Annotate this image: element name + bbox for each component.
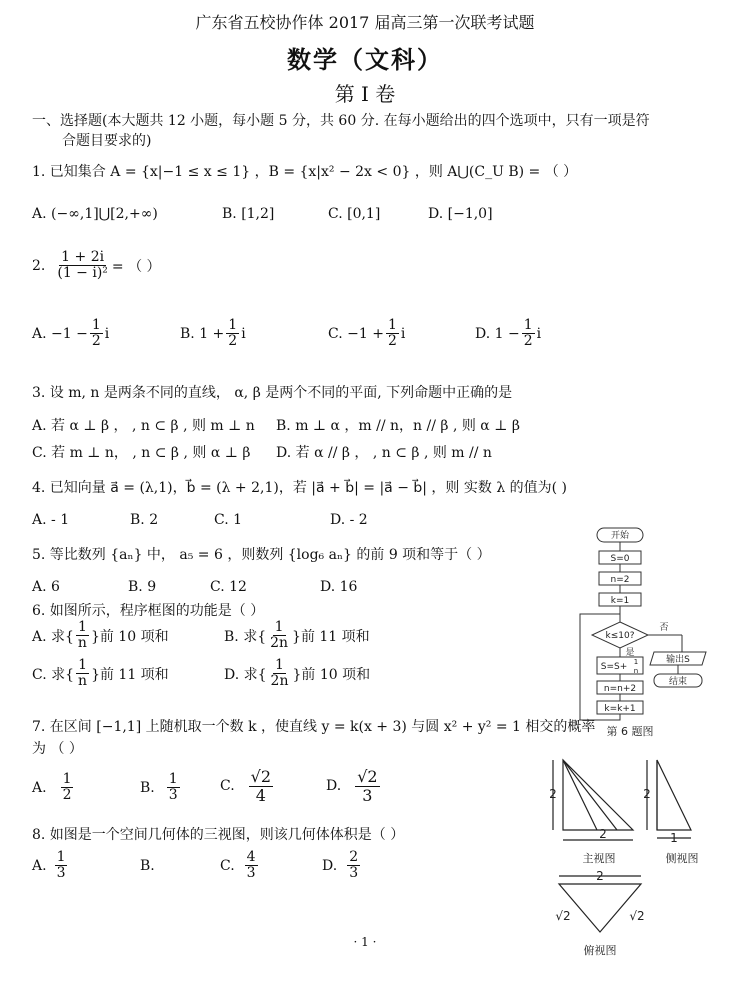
q6-a-post: }前 10 项和 (90, 628, 169, 645)
q6-option-d (224, 658, 370, 690)
flowchart-figure (572, 524, 722, 744)
flow-k1-text: k=1 (610, 596, 630, 606)
q6-option-c (32, 658, 169, 690)
q3-option-d: D. 若 α // β ， , n ⊂ β , 则 m // n (276, 445, 492, 461)
q3-stem: 3. 设 m, n 是两条不同的直线， α, β 是两个不同的平面, 下列命题中正确的是 (32, 385, 513, 401)
q7-option-c (220, 768, 275, 804)
q6-c-pre: C. 求{ (32, 666, 75, 683)
q2-d-pre: D. 1 − (475, 325, 520, 342)
flow-yes-label: 是 (625, 648, 635, 658)
q7-c-den: 4 (255, 785, 266, 805)
q2-a-pre: A. −1 − (32, 325, 88, 342)
q8-c-pre: C. (220, 857, 235, 874)
top-width-label: 2 (596, 869, 604, 883)
q7-c-pre: C. (220, 778, 235, 795)
q7-a-num: 1 (62, 771, 72, 787)
q2-tail: = （ ） (111, 258, 161, 275)
q7-d-num: √2 (357, 767, 378, 786)
top-edge-right-label: √2 (629, 909, 645, 923)
q6-option-b (224, 620, 370, 652)
q2-c-den: 2 (387, 333, 397, 350)
q3-option-c: C. 若 m ⊥ n， , n ⊂ β , 则 α ⊥ β (32, 445, 251, 461)
q2-stem (32, 250, 161, 282)
flow-update-s-den: n (633, 667, 639, 675)
q2-number: 2. (32, 257, 46, 274)
front-view-outline (563, 760, 633, 830)
q2-denominator: (1 − i)² (57, 265, 108, 282)
q8-option-b: B. (140, 858, 155, 874)
flow-update-s-text: S=S+ (600, 662, 628, 672)
q7-option-d (326, 768, 382, 804)
subject-title: 数学（文科） (287, 46, 443, 74)
q2-option-c (328, 318, 405, 350)
side-height-label: 2 (643, 787, 651, 801)
flow-condition-text: k≤10? (605, 631, 635, 641)
q2-d-num: 1 (523, 317, 533, 333)
q7-b-pre: B. (140, 779, 155, 796)
q1-option-a: A. (−∞,1]⋃[2,+∞) (32, 206, 158, 222)
q7-d-pre: D. (326, 778, 342, 795)
q6-option-a (32, 620, 169, 652)
q2-a-den: 2 (91, 333, 101, 350)
q2-option-d (475, 318, 541, 350)
q2-c-pre: C. −1 + (328, 325, 384, 342)
q6-b-pre: B. 求{ (224, 628, 267, 645)
q2-b-post: i (241, 325, 246, 342)
q8-option-d (322, 850, 362, 882)
section-heading-line2: 合题目要求的) (62, 133, 152, 149)
q8-d-pre: D. (322, 857, 338, 874)
exam-title: 广东省五校协作体 2017 届高三第一次联考试题 (195, 13, 535, 32)
flow-start-text: 开始 (610, 531, 630, 541)
q8-option-c (220, 850, 260, 882)
side-view-caption: 侧视图 (665, 852, 699, 865)
q8-c-num: 4 (246, 849, 256, 865)
side-width-label: 1 (670, 831, 678, 845)
q2-b-num: 1 (228, 317, 238, 333)
q6-b-num: 1 (274, 619, 284, 635)
q8-option-a (32, 850, 69, 882)
q6-c-num: 1 (78, 657, 87, 673)
q1-stem: 1. 已知集合 A = {x|−1 ≤ x ≤ 1} ，B = {x|x² − 2x < 0} ，则 A⋃(C_U B) = （ ） (32, 164, 578, 180)
q8-a-num: 1 (56, 849, 66, 865)
front-height-label: 2 (549, 787, 557, 801)
flow-n2-text: n=2 (610, 575, 630, 585)
q6-b-post: }前 11 项和 (292, 628, 370, 645)
q2-option-a (32, 318, 109, 350)
q7-line1: 7. 在区间 [−1,1] 上随机取一个数 k ，使直线 y = k(x + 3) 与圆 x² + y² = 1 相交的概率 (32, 719, 596, 735)
q2-a-num: 1 (91, 317, 101, 333)
q7-b-den: 3 (168, 787, 178, 804)
q2-a-post: i (104, 325, 110, 342)
q7-b-num: 1 (168, 771, 178, 787)
q7-c-num: √2 (250, 767, 272, 786)
q5-option-d: D. 16 (320, 579, 358, 595)
q6-a-den: n (77, 635, 87, 652)
q4-option-d: D. - 2 (330, 512, 368, 528)
flow-update-s-num: 1 (633, 658, 639, 666)
q1-option-d: D. [−1,0] (428, 206, 493, 222)
q6-d-num: 1 (275, 657, 284, 673)
q2-c-num: 1 (387, 317, 397, 333)
side-view-outline (657, 760, 691, 830)
q2-numerator: 1 + 2i (61, 249, 105, 265)
q8-d-num: 2 (349, 849, 359, 865)
q4-option-b: B. 2 (130, 512, 159, 528)
q2-b-den: 2 (228, 333, 238, 350)
top-view-caption: 俯视图 (583, 944, 617, 957)
q5-option-a: A. 6 (32, 579, 60, 595)
q6-d-post: }前 10 项和 (292, 666, 371, 683)
front-view-edge (563, 760, 597, 830)
q4-option-a: A. - 1 (32, 512, 70, 528)
q8-c-den: 3 (246, 865, 256, 882)
front-width-label: 2 (599, 827, 607, 841)
q8-a-den: 3 (56, 865, 66, 882)
flow-output-text: 输出S (666, 655, 690, 665)
q2-c-post: i (400, 325, 406, 342)
q4-stem: 4. 已知向量 a⃗ = (λ,1)，b⃗ = (λ + 2,1)，若 |a⃗ + b⃗| = |a⃗ − b⃗| ，则 实数 λ 的值为( ) (32, 480, 568, 496)
q2-d-post: i (536, 325, 542, 342)
flowchart-caption: 第 6 题图 (606, 725, 654, 738)
q5-option-c: C. 12 (210, 579, 247, 595)
flow-update-k-text: k=k+1 (604, 704, 636, 714)
q5-stem: 5. 等比数列 {aₙ} 中， a₅ = 6 ，则数列 {log₆ aₙ} 的前 9 项和等于（ ） (32, 547, 491, 563)
q7-a-den: 2 (62, 787, 72, 804)
q6-d-pre: D. 求{ (224, 666, 267, 683)
q7-a-pre: A. (32, 779, 47, 796)
q2-b-pre: B. 1 + (180, 325, 225, 342)
top-view-outline (559, 884, 641, 932)
q6-a-pre: A. 求{ (32, 628, 74, 645)
q2-d-den: 2 (523, 333, 533, 350)
flow-s0-text: S=0 (610, 554, 630, 564)
q8-a-pre: A. (32, 857, 47, 874)
q6-b-den: 2n (270, 635, 289, 652)
section-heading-line1: 一、选择题(本大题共 12 小题，每小题 5 分，共 60 分. 在每小题给出的四个选项中，只有一项是符 (32, 113, 650, 129)
q1-option-b: B. [1,2] (222, 206, 275, 222)
q4-option-c: C. 1 (214, 512, 243, 528)
q7-option-a (32, 772, 75, 804)
q2-option-b (180, 318, 246, 350)
flow-end-text: 结束 (668, 677, 688, 687)
q6-c-post: }前 11 项和 (91, 666, 169, 683)
q6-d-den: 2n (270, 673, 289, 690)
q7-line2: 为 （ ） (32, 741, 83, 757)
q1-option-c: C. [0,1] (328, 206, 381, 222)
q6-stem: 6. 如图所示，程序框图的功能是（ ） (32, 603, 265, 619)
top-edge-left-label: √2 (555, 909, 571, 923)
q6-c-den: n (78, 673, 88, 690)
q3-option-a: A. 若 α ⊥ β ， , n ⊂ β , 则 m ⊥ n (32, 418, 255, 434)
page-number: · 1 · (353, 935, 377, 949)
q7-option-b (140, 772, 182, 804)
volume-title: 第 I 卷 (334, 82, 396, 106)
flow-no-label: 否 (659, 623, 669, 633)
q5-option-b: B. 9 (128, 579, 157, 595)
q8-d-den: 3 (349, 865, 359, 882)
q3-option-b: B. m ⊥ α ，m // n，n // β , 则 α ⊥ β (276, 418, 520, 434)
q7-d-den: 3 (362, 785, 373, 805)
front-view-caption: 主视图 (582, 852, 616, 865)
q8-stem: 8. 如图是一个空间几何体的三视图，则该几何体体积是（ ） (32, 827, 405, 843)
flow-update-n-text: n=n+2 (603, 684, 637, 694)
front-view-edge (563, 760, 617, 830)
q6-a-num: 1 (77, 619, 87, 635)
